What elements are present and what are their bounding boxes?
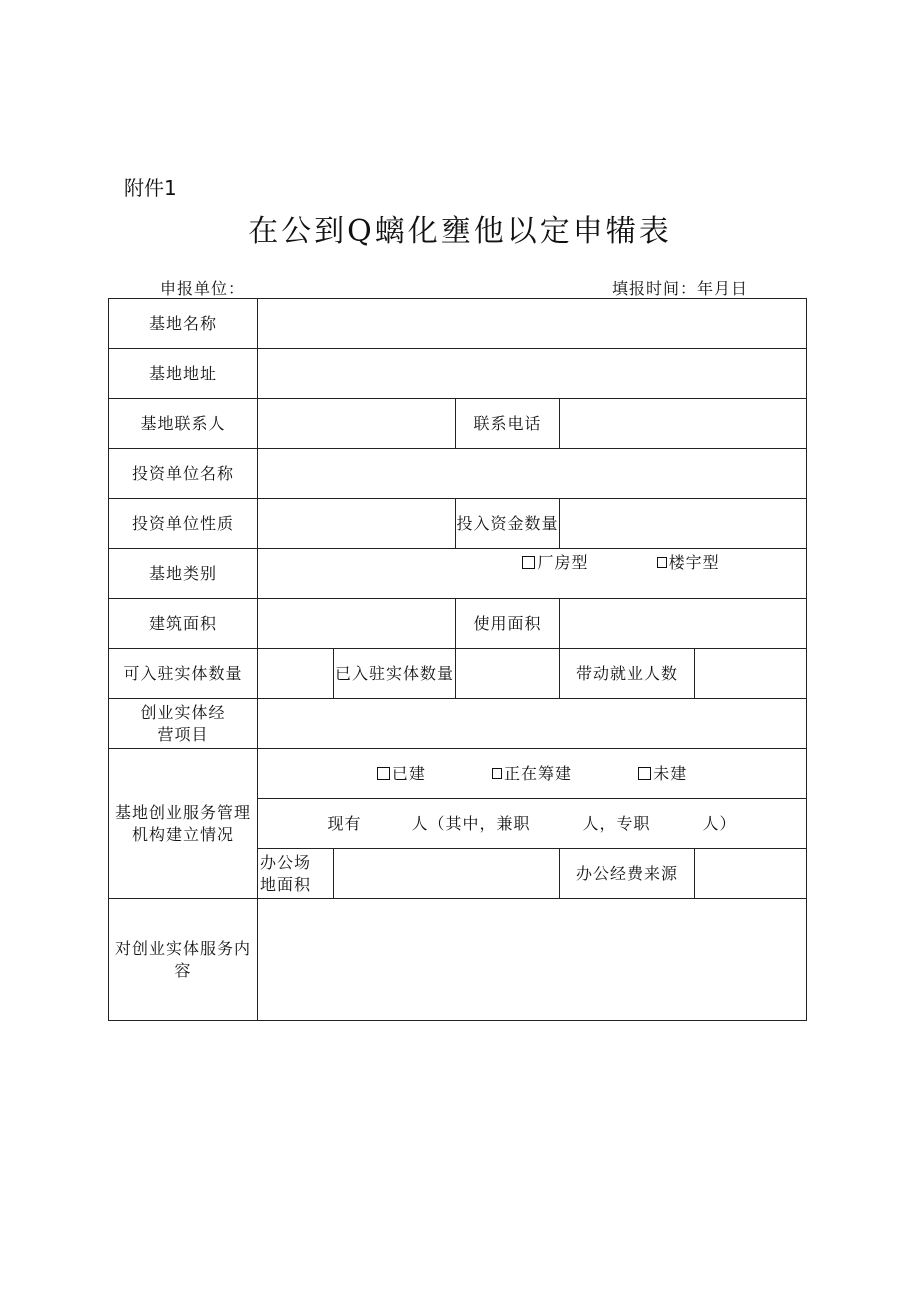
factory-type-label: 厂房型 — [537, 552, 589, 572]
business-items-label: 创业实体经营项目 — [109, 699, 258, 749]
base-address-field[interactable] — [258, 349, 807, 399]
base-type-label: 基地类别 — [109, 549, 258, 599]
base-contact-field[interactable] — [258, 399, 456, 449]
usable-area-field[interactable] — [560, 599, 807, 649]
capacity-label: 可入驻实体数量 — [109, 649, 258, 699]
employment-label: 带动就业人数 — [560, 649, 695, 699]
checkbox-icon[interactable] — [638, 767, 651, 780]
checkbox-icon[interactable] — [657, 557, 667, 568]
phone-label: 联系电话 — [456, 399, 560, 449]
not-built-option[interactable] — [638, 763, 687, 785]
base-contact-label: 基地联系人 — [109, 399, 258, 449]
checkbox-icon[interactable] — [377, 767, 390, 780]
investor-nature-label: 投资单位性质 — [109, 499, 258, 549]
form-title: 在公到Q螭化壅他以定申犕表 — [248, 214, 672, 249]
usable-area-label: 使用面积 — [456, 599, 560, 649]
base-address-label: 基地地址 — [109, 349, 258, 399]
phone-field[interactable] — [560, 399, 807, 449]
checkbox-icon[interactable] — [522, 556, 535, 569]
office-area-label: 办公场地面积 — [258, 849, 334, 899]
base-name-field[interactable] — [258, 299, 807, 349]
capacity-field[interactable] — [258, 649, 334, 699]
office-area-field[interactable] — [334, 849, 560, 899]
base-type-options — [258, 549, 807, 599]
reporting-unit-label: 申报单位： — [160, 279, 246, 298]
business-items-field[interactable] — [258, 699, 807, 749]
services-field[interactable] — [258, 899, 807, 1021]
staff-part: 人，专职 — [582, 813, 651, 833]
investment-amount-field[interactable] — [560, 499, 807, 549]
investor-nature-field[interactable] — [258, 499, 456, 549]
staff-prefix: 现有 — [327, 813, 362, 833]
settled-field[interactable] — [456, 649, 560, 699]
checkbox-icon[interactable] — [492, 768, 502, 779]
not-built-label: 未建 — [653, 763, 688, 783]
attachment-label: 附件1 — [124, 176, 177, 200]
staff-mid: 人（其中，兼职 — [411, 813, 531, 833]
office-funding-label: 办公经费来源 — [560, 849, 695, 899]
built-option[interactable] — [377, 763, 426, 785]
staff-end: 人） — [702, 813, 737, 833]
investment-amount-label: 投入资金数量 — [456, 499, 560, 549]
reporting-time-label: 填报时间：年月日 — [612, 279, 749, 298]
base-name-label: 基地名称 — [109, 299, 258, 349]
services-label: 对创业实体服务内容 — [109, 899, 258, 1021]
building-label: 正在筹建 — [504, 763, 573, 783]
investor-name-label: 投资单位名称 — [109, 449, 258, 499]
application-form-table — [108, 298, 807, 1021]
building-area-label: 建筑面积 — [109, 599, 258, 649]
settled-label: 已入驻实体数量 — [334, 649, 456, 699]
building-option[interactable] — [492, 763, 572, 785]
factory-type-option[interactable] — [522, 552, 588, 574]
staff-count-row — [258, 799, 807, 849]
management-status-options — [258, 749, 807, 799]
building-area-field[interactable] — [258, 599, 456, 649]
management-label: 基地创业服务管理机构建立情况 — [109, 749, 258, 899]
investor-name-field[interactable] — [258, 449, 807, 499]
employment-field[interactable] — [695, 649, 807, 699]
built-label: 已建 — [391, 763, 426, 783]
building-type-option[interactable] — [657, 552, 720, 574]
office-funding-field[interactable] — [695, 849, 807, 899]
building-type-label: 楼宇型 — [668, 552, 720, 572]
